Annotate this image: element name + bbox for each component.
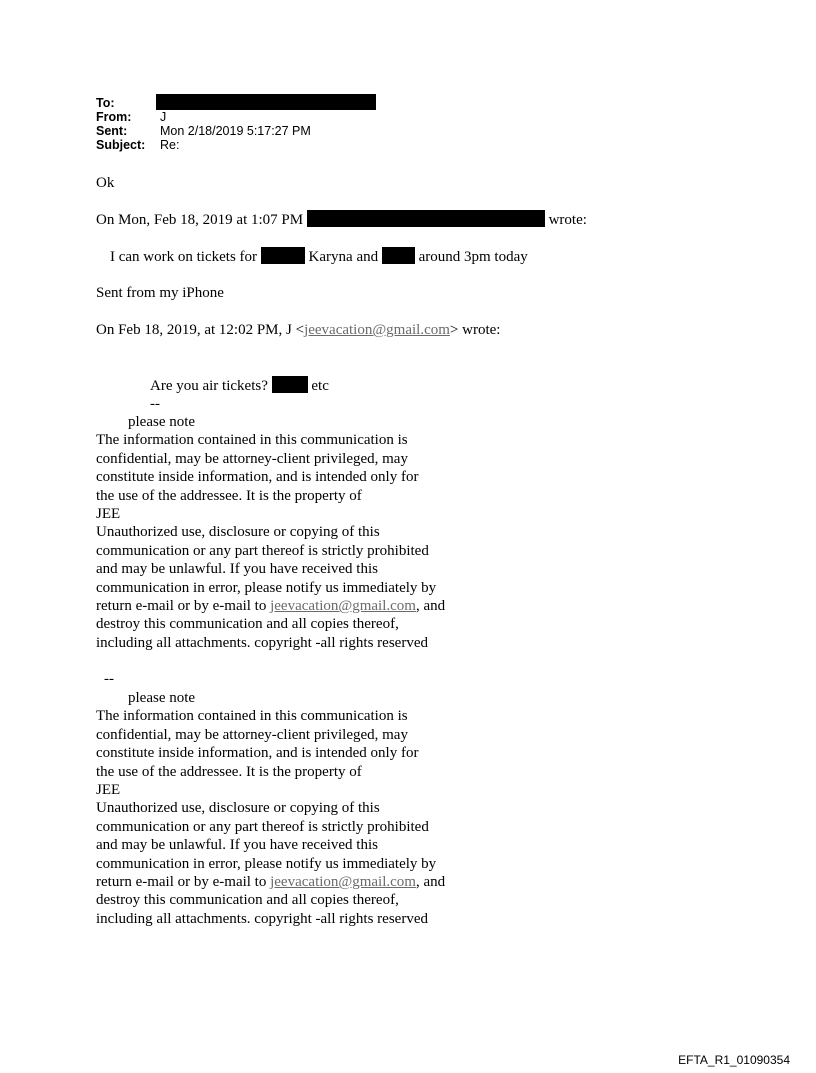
from-value: J [160, 110, 167, 124]
separator-2: -- [104, 671, 114, 687]
quote2-intro [96, 321, 500, 339]
reply-text: Ok [96, 175, 115, 191]
disclaimer-line: communication or any part thereof is strictly prohibited [96, 542, 429, 559]
email-link[interactable]: jeevacation@gmail.com [270, 874, 416, 891]
quote1-intro [96, 210, 587, 229]
disclaimer-line: destroy this communication and all copies thereof, [96, 892, 399, 909]
disclaimer-line: including all attachments. copyright -all rights reserved [96, 910, 428, 927]
disclaimer-line: return e-mail or by e-mail to jeevacation@gmail.com, and [96, 598, 446, 615]
quote1-part1: I can work on tickets for [110, 249, 258, 265]
redaction-bar [272, 376, 308, 393]
quote1-part2: Karyna and [308, 249, 379, 265]
redaction-bar [307, 210, 545, 227]
disclaimer-line: the use of the addressee. It is the property of [96, 487, 362, 504]
disclaimer-line: communication in error, please notify us immediately by [96, 855, 437, 872]
redaction-bar [156, 94, 376, 110]
sent-label: Sent: [96, 124, 128, 138]
quote1-signature: Sent from my iPhone [96, 285, 224, 301]
quote2-intro-start: On Feb 18, 2019, at 12:02 PM, J < [96, 322, 305, 338]
disclaimer-line: and may be unlawful. If you have received this [96, 837, 378, 854]
disclaimer-line: return e-mail or by e-mail to jeevacation@gmail.com, and [96, 874, 446, 891]
disclaimer-line: JEE [96, 782, 121, 799]
disclaimer-line: the use of the addressee. It is the property of [96, 763, 362, 780]
redaction-bar [261, 247, 305, 264]
from-label: From: [96, 110, 132, 124]
disclaimer-line: destroy this communication and all copies thereof, [96, 616, 399, 633]
email-link[interactable]: jeevacation@gmail.com [304, 322, 450, 338]
separator-1: -- [150, 396, 160, 412]
to-label: To: [96, 96, 115, 110]
quote1-intro-start: On Mon, Feb 18, 2019 at 1:07 PM [96, 212, 304, 228]
disclaimer-block-1 [96, 413, 445, 652]
disclaimer-line: constitute inside information, and is intended only for [96, 469, 419, 486]
question-start: Are you air tickets? [150, 378, 268, 394]
redaction-bar [382, 247, 415, 264]
disclaimer-title: please note [128, 414, 196, 430]
quote1-line [96, 247, 528, 266]
subject-value: Re: [160, 138, 180, 152]
quote1-part3: around 3pm today [418, 249, 528, 265]
email-link[interactable]: jeevacation@gmail.com [270, 598, 416, 615]
disclaimer-title: please note [128, 690, 196, 706]
disclaimer-line: communication or any part thereof is strictly prohibited [96, 818, 429, 835]
quote2-intro-end: > wrote: [449, 322, 501, 338]
disclaimer-line: communication in error, please notify us immediately by [96, 579, 437, 596]
document-id: EFTA_R1_01090354 [678, 1053, 790, 1067]
disclaimer-block-2 [96, 689, 445, 928]
disclaimer-line: The information contained in this communication is [96, 708, 408, 725]
disclaimer-line: Unauthorized use, disclosure or copying of this [96, 800, 380, 817]
sent-value: Mon 2/18/2019 5:17:27 PM [160, 124, 311, 138]
quote2-question [96, 376, 329, 395]
disclaimer-line: and may be unlawful. If you have received this [96, 561, 378, 578]
disclaimer-line: confidential, may be attorney-client privileged, may [96, 726, 408, 743]
question-end: etc [311, 378, 329, 394]
disclaimer-line: The information contained in this communication is [96, 432, 408, 449]
disclaimer-line: constitute inside information, and is intended only for [96, 745, 419, 762]
disclaimer-line: Unauthorized use, disclosure or copying of this [96, 524, 380, 541]
quote1-intro-end: wrote: [548, 212, 587, 228]
disclaimer-line: confidential, may be attorney-client privileged, may [96, 450, 408, 467]
disclaimer-line: including all attachments. copyright -all rights reserved [96, 634, 428, 651]
subject-label: Subject: [96, 138, 146, 152]
disclaimer-line: JEE [96, 506, 121, 523]
